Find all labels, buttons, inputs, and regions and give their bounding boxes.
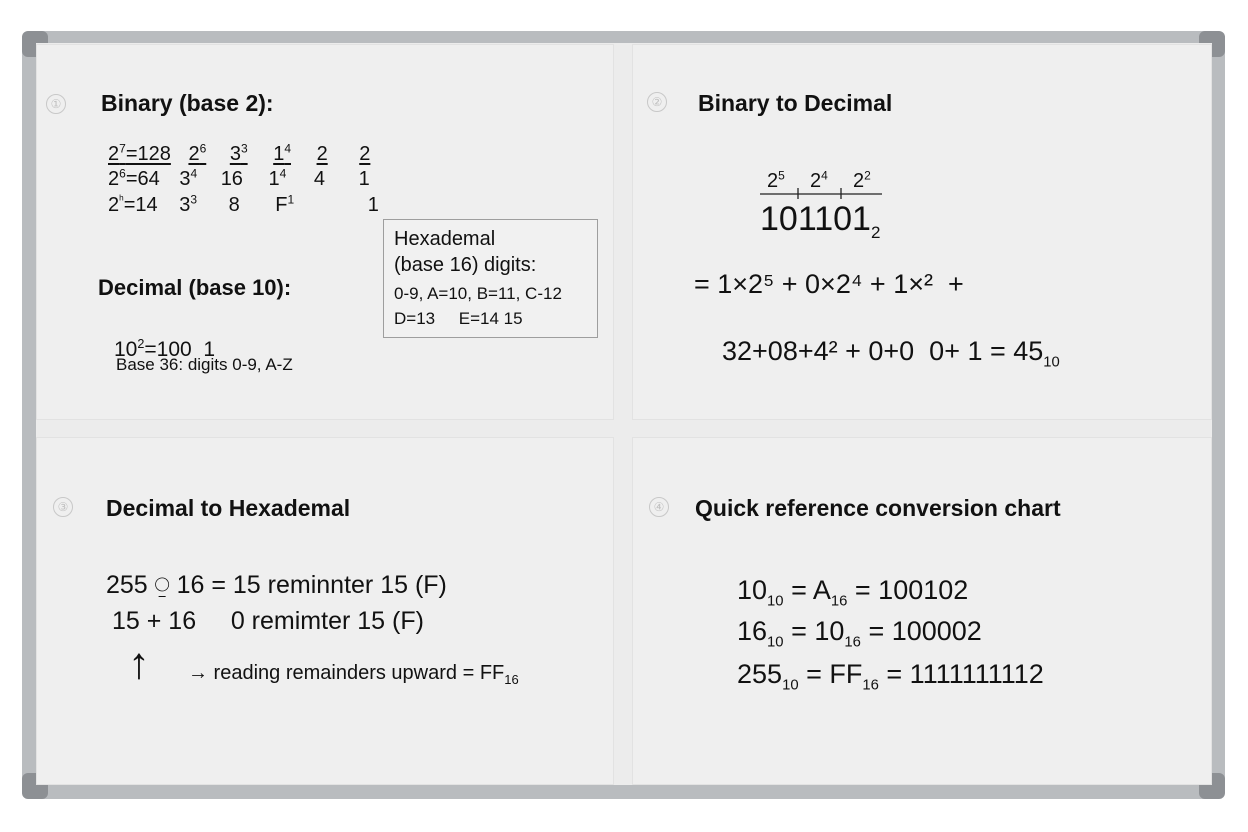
hex-box-line-1: 0-9, A=10, B=11, C-12	[394, 284, 562, 303]
panel-quick-reference	[632, 437, 1212, 785]
reference-row-2: $16_{10} = 10_{16} = 100002$	[737, 616, 982, 651]
decimal-title: Decimal (base 10):	[98, 275, 292, 300]
panel-number-3: ③	[53, 497, 73, 517]
division-line-2: 15 + 16 0 remimter 15 (F)	[112, 607, 424, 635]
base36-note: Base 36: digits 0-9, A-Z	[116, 355, 293, 374]
powers-row-3: $2^ʰ=14$ $3^3$ 8 $F^1$ 1	[108, 192, 379, 216]
decimal-example: $10^2=100$ 1	[114, 337, 216, 361]
hex-box-subtitle: (base 16) digits:	[394, 254, 537, 276]
reading-note: → reading remainders upward = $FF_{16}$	[188, 662, 519, 687]
powers-row-2: $2^6=64$ $3^4$ 16 $1^4$ 4 1	[108, 166, 370, 190]
place-label-3: $2^2$	[853, 168, 871, 192]
expansion-line-1: = 1×2⁵ + 0×2⁴ + 1×² +	[694, 269, 964, 299]
panel-number-4: ④	[649, 497, 669, 517]
panel-number-2: ②	[647, 92, 667, 112]
place-label-2: $2^4$	[810, 168, 828, 192]
panel-title-quick-reference: Quick reference conversion chart	[695, 495, 1061, 521]
hex-box-line-2: D=13 E=14 15	[394, 309, 523, 328]
binary-number: $101101_2$	[760, 200, 881, 242]
panel-title-binary-to-decimal: Binary to Decimal	[698, 90, 893, 116]
panel-number-1: ①	[46, 94, 66, 114]
expansion-line-2: 32+08+4² + 0+0 $0+ 1 = 45_{10}$	[722, 336, 1060, 371]
up-arrow-icon: ↑	[128, 639, 150, 688]
place-label-1: $2^5$	[767, 168, 785, 192]
panel-title-binary: Binary (base 2):	[101, 90, 274, 116]
reference-row-3: $255_{10} = FF_{16} = 1111111112$	[737, 659, 1044, 694]
hex-box-title: Hexademal	[394, 228, 496, 250]
place-label-bracket	[760, 186, 884, 200]
powers-row-1: $2^7=128$ $2^6$ $3^3$ $1^4$ 2 2	[108, 141, 371, 165]
panel-title-decimal-to-hex: Decimal to Hexademal	[106, 495, 351, 521]
reference-row-1: $10_{10} = A_{16} = 100102$	[737, 575, 969, 610]
division-line-1: 255 ⍜ 16 = 15 reminnter 15 (F)	[106, 571, 447, 599]
